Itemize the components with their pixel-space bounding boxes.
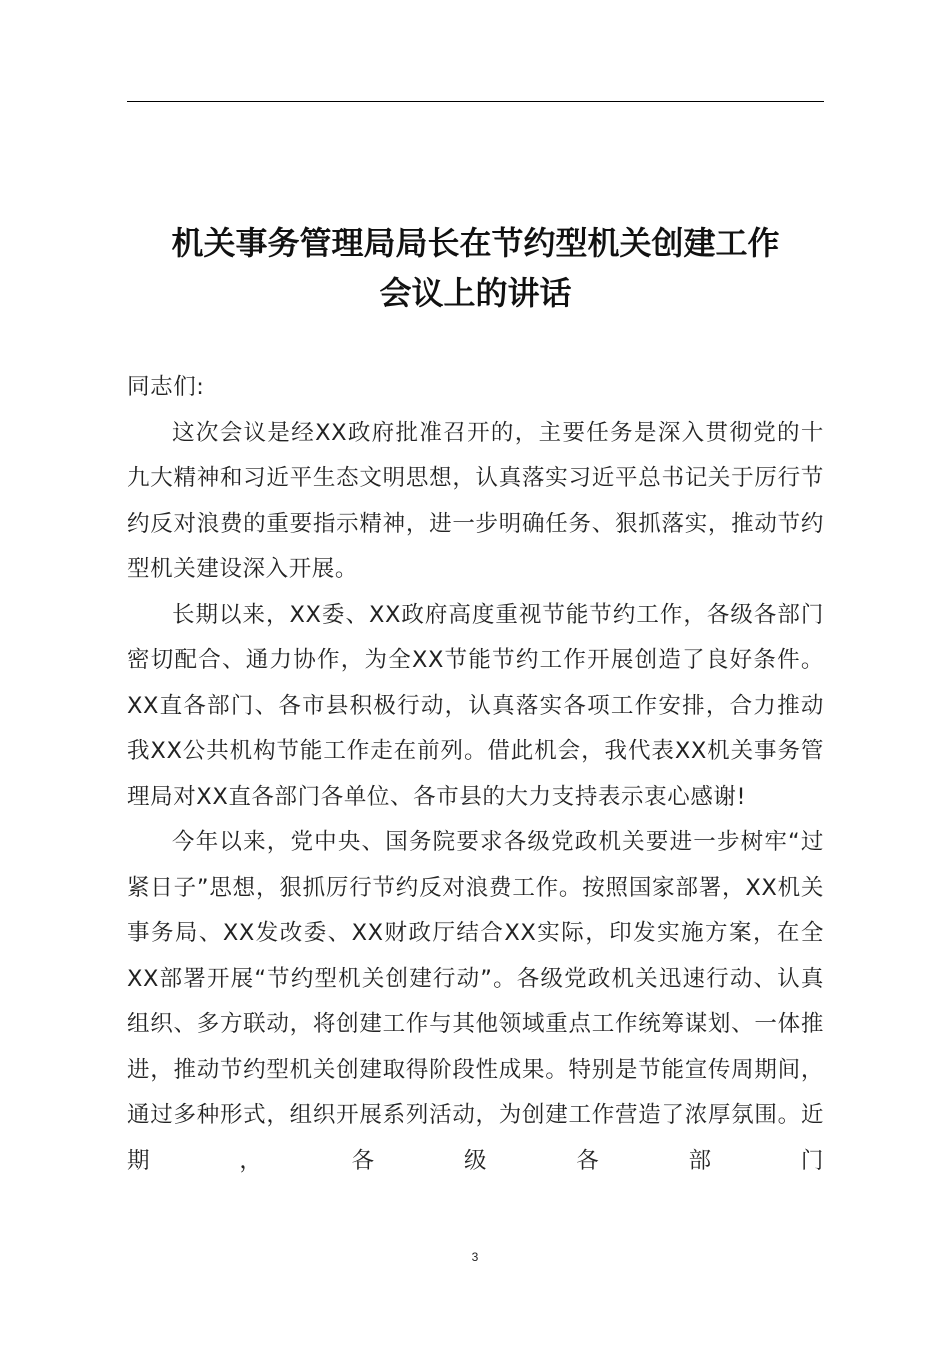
paragraph-3: 今年以来，党中央、国务院要求各级党政机关要进一步树牢“过紧日子”思想，狠抓厉行节约反对浪费工作。按照国家部署，XX机关事务局、XX发改委、XX财政厅结合XX实际，印发实施方案，在全XX部署开展“节约型机关创建行动”。各级党政机关迅速行动、认真组织、多方联动，将创建工作与其他领域重点工作统筹谋划、一体推进，推动节约型机关创建取得阶段性成果。特别是节能宣传周期间，通过多种形式，组织开展系列活动，为创建工作营造了浓厚氛围。近期，各级各部门 <box>127 829 824 1174</box>
title-line-1: 机关事务管理局局长在节约型机关创建工作 <box>171 224 780 262</box>
title-line-2: 会议上的讲话 <box>379 274 572 312</box>
document-body <box>127 365 824 1184</box>
paragraph-1: 这次会议是经XX政府批准召开的，主要任务是深入贯彻党的十九大精神和习近平生态文明思想，认真落实习近平总书记关于厉行节约反对浪费的重要指示精神，进一步明确任务、狠抓落实，推动节约型机关建设深入开展。 <box>127 419 824 582</box>
header-rule <box>127 101 824 102</box>
salutation: 同志们: <box>127 374 205 400</box>
page-number: 3 <box>471 1250 479 1264</box>
document-title <box>127 218 824 318</box>
paragraph-2: 长期以来，XX委、XX政府高度重视节能节约工作，各级各部门密切配合、通力协作，为全XX节能节约工作开展创造了良好条件。XX直各部门、各市县积极行动，认真落实各项工作安排，合力推动我XX公共机构节能工作走在前列。借此机会，我代表XX机关事务管理局对XX直各部门各单位、各市县的大力支持表示衷心感谢! <box>127 601 824 810</box>
